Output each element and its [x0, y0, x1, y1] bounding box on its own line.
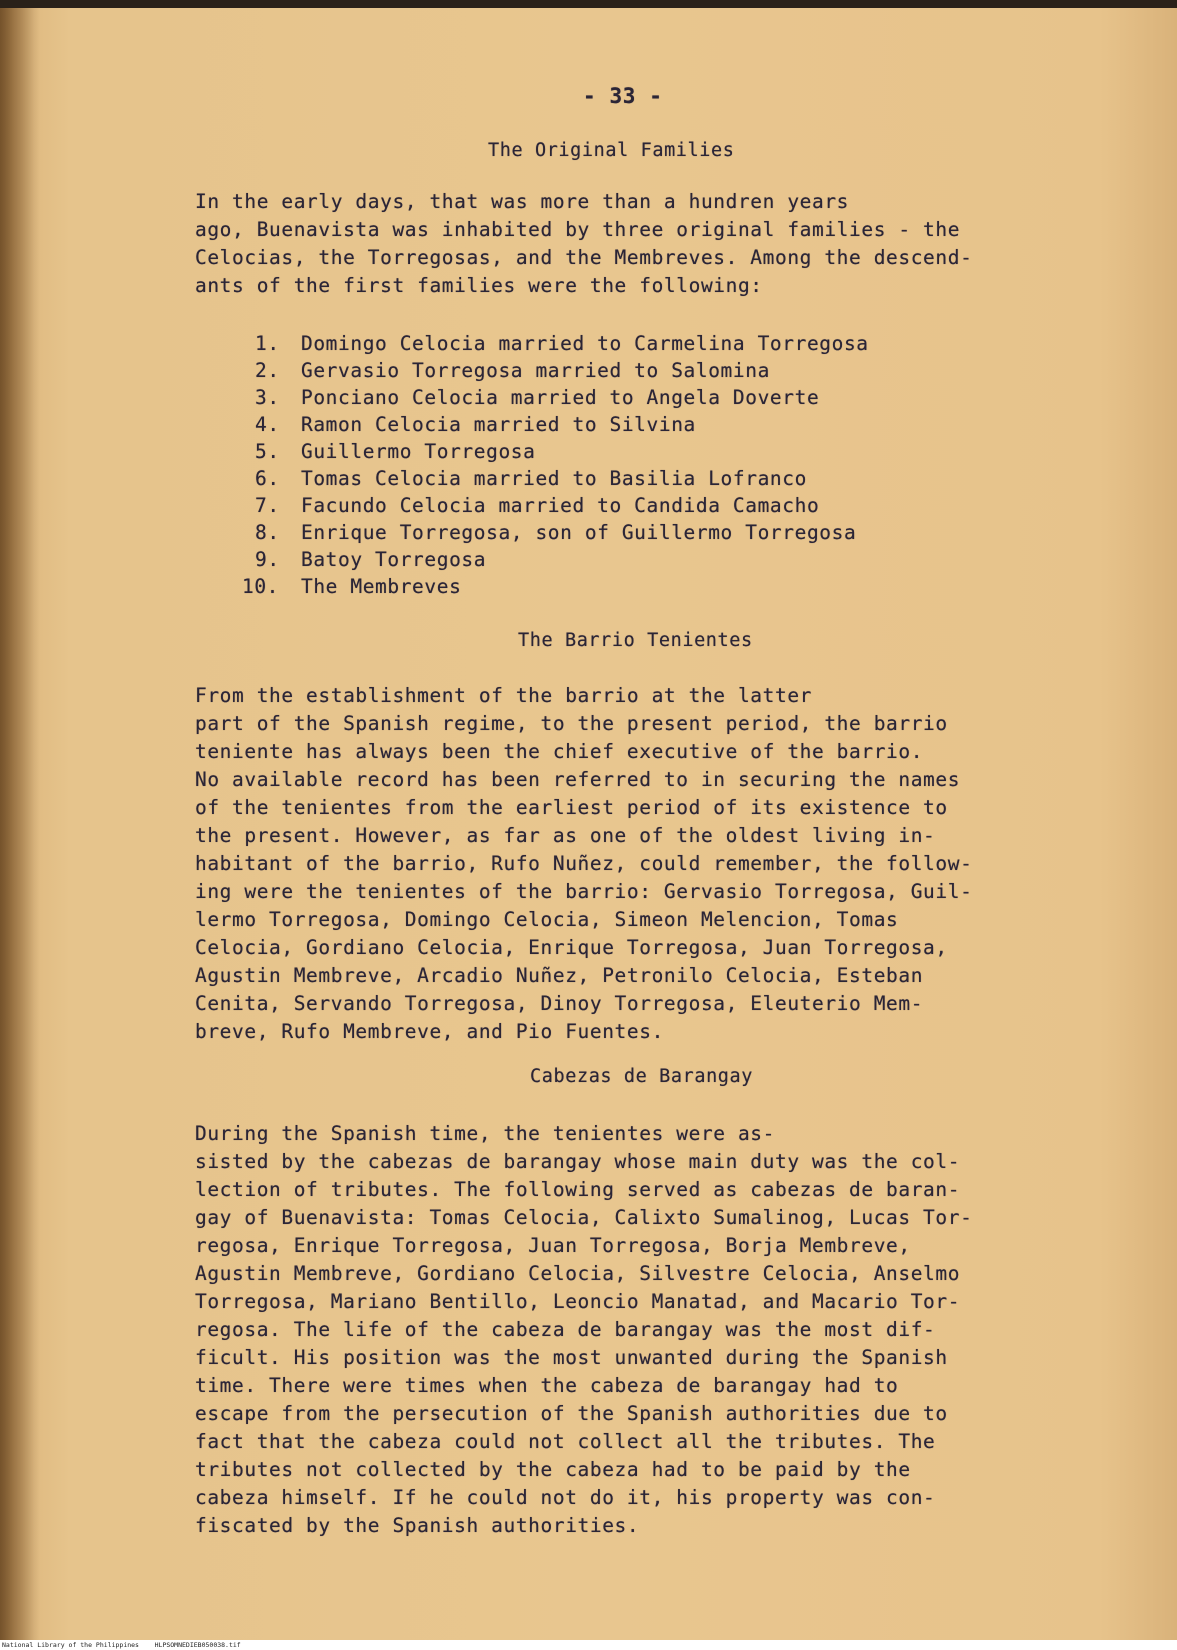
list-number: 6. — [255, 467, 280, 490]
list-item — [255, 494, 819, 517]
page-binding-shadow — [0, 8, 40, 1640]
paragraph-line: During the Spanish time, the tenientes were as- — [195, 1122, 775, 1145]
paragraph-line: lermo Torregosa, Domingo Celocia, Simeon Melencion, Tomas — [195, 908, 899, 931]
heading-original-families: The Original Families — [488, 140, 735, 161]
list-number: 9. — [255, 548, 280, 571]
list-item — [255, 332, 869, 355]
list-number: 5. — [255, 440, 280, 463]
paragraph-line: regosa, Enrique Torregosa, Juan Torregosa, Borja Membreve, — [195, 1234, 911, 1257]
paragraph-line: the present. However, as far as one of the oldest living in- — [195, 824, 936, 847]
paragraph-line: fiscated by the Spanish authorities. — [195, 1514, 640, 1537]
paragraph-line: ago, Buenavista was inhabited by three original families - the — [195, 218, 961, 241]
list-number: 3. — [255, 386, 280, 409]
paragraph-line: In the early days, that was more than a hundren years — [195, 190, 850, 213]
list-text: Enrique Torregosa, son of Guillermo Torregosa — [301, 521, 857, 544]
list-item — [255, 548, 486, 571]
list-text: Facundo Celocia married to Candida Camacho — [301, 494, 820, 517]
paragraph-line: escape from the persecution of the Spanish authorities due to — [195, 1402, 948, 1425]
paragraph-line: cabeza himself. If he could not do it, his property was con- — [195, 1486, 936, 1509]
list-text: Guillermo Torregosa — [301, 440, 536, 463]
list-item — [255, 521, 856, 544]
paragraph-line: time. There were times when the cabeza de barangay had to — [195, 1374, 899, 1397]
paragraph-line: No available record has been referred to in securing the names — [195, 768, 961, 791]
paragraph-line: Celocia, Gordiano Celocia, Enrique Torregosa, Juan Torregosa, — [195, 936, 948, 959]
paragraph-line: habitant of the barrio, Rufo Nuñez, could remember, the follow- — [195, 852, 973, 875]
paragraph-line: fact that the cabeza could not collect all the tributes. The — [195, 1430, 936, 1453]
list-text: Gervasio Torregosa married to Salomina — [301, 359, 770, 382]
list-item — [242, 575, 461, 598]
paragraph-line: Celocias, the Torregosas, and the Membreves. Among the descend- — [195, 246, 973, 269]
list-text: The Membreves — [301, 575, 462, 598]
list-number: 2. — [255, 359, 280, 382]
paragraph-line: ing were the tenientes of the barrio: Gervasio Torregosa, Guil- — [195, 880, 973, 903]
heading-cabezas-de-barangay: Cabezas de Barangay — [530, 1066, 754, 1087]
list-text: Batoy Torregosa — [301, 548, 487, 571]
paragraph-line: Torregosa, Mariano Bentillo, Leoncio Manatad, and Macario Tor- — [195, 1290, 961, 1313]
list-number: 8. — [255, 521, 280, 544]
scan-footer-label: National Library of the Philippines HLPSOMNEDIEB050038.tif — [2, 1641, 241, 1649]
page-number: - 33 - — [583, 84, 663, 108]
list-text: Tomas Celocia married to Basilia Lofranco — [301, 467, 807, 490]
list-text: Ponciano Celocia married to Angela Doverte — [301, 386, 820, 409]
list-item — [255, 467, 807, 490]
paragraph-line: teniente has always been the chief executive of the barrio. — [195, 740, 924, 763]
paragraph-line: Cenita, Servando Torregosa, Dinoy Torregosa, Eleuterio Mem- — [195, 992, 924, 1015]
paragraph-line: sisted by the cabezas de barangay whose main duty was the col- — [195, 1150, 961, 1173]
paragraph-line: ants of the first families were the following: — [195, 274, 763, 297]
list-text: Ramon Celocia married to Silvina — [301, 413, 696, 436]
paragraph-line: Agustin Membreve, Gordiano Celocia, Silvestre Celocia, Anselmo — [195, 1262, 961, 1285]
list-item — [255, 413, 696, 436]
paragraph-line: tributes not collected by the cabeza had to be paid by the — [195, 1458, 911, 1481]
list-number: 10. — [242, 575, 280, 598]
heading-barrio-tenientes: The Barrio Tenientes — [518, 630, 753, 651]
list-item — [255, 386, 819, 409]
paragraph-line: regosa. The life of the cabeza de barangay was the most dif- — [195, 1318, 936, 1341]
paragraph-line: lection of tributes. The following served as cabezas de baran- — [195, 1178, 961, 1201]
paragraph-line: breve, Rufo Membreve, and Pio Fuentes. — [195, 1020, 664, 1043]
paragraph-line: gay of Buenavista: Tomas Celocia, Calixto Sumalinog, Lucas Tor- — [195, 1206, 973, 1229]
list-item — [255, 440, 535, 463]
list-item — [255, 359, 770, 382]
paragraph-line: ficult. His position was the most unwanted during the Spanish — [195, 1346, 948, 1369]
paragraph-line: Agustin Membreve, Arcadio Nuñez, Petronilo Celocia, Esteban — [195, 964, 924, 987]
paragraph-line: part of the Spanish regime, to the present period, the barrio — [195, 712, 948, 735]
list-text: Domingo Celocia married to Carmelina Torregosa — [301, 332, 869, 355]
list-number: 1. — [255, 332, 280, 355]
paragraph-line: From the establishment of the barrio at the latter — [195, 684, 812, 707]
scan-top-edge — [0, 0, 1177, 8]
list-number: 4. — [255, 413, 280, 436]
paragraph-line: of the tenientes from the earliest period of its existence to — [195, 796, 948, 819]
list-number: 7. — [255, 494, 280, 517]
